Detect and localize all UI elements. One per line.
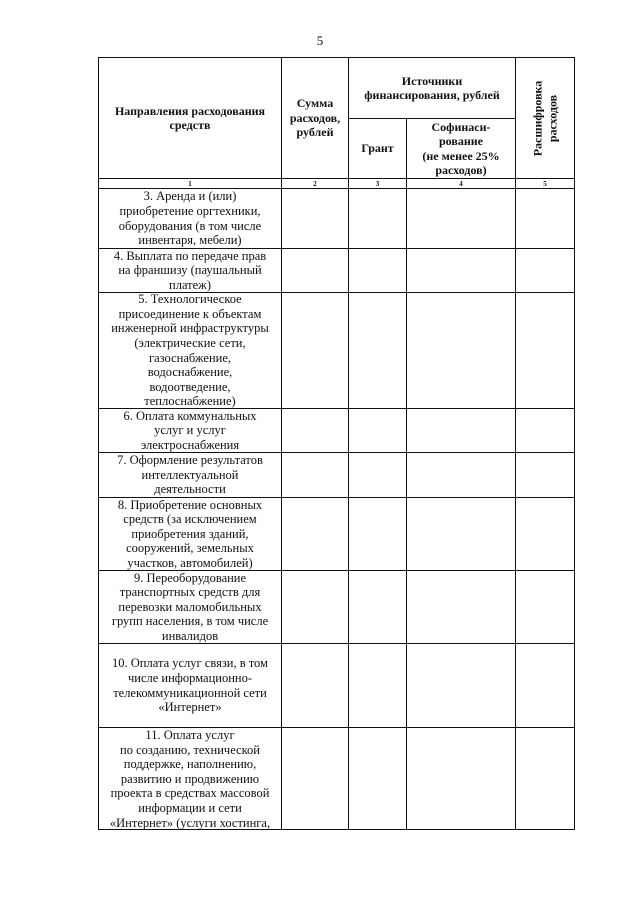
header-sum: Сумма расходов, рублей — [289, 96, 341, 140]
column-number: 5 — [543, 179, 547, 188]
table-row-label: 5. Технологическое присоединение к объектам инженерной инфраструктуры (электрические сети, газоснабжение, водоснабжение, водоотведение, теплоснабжение) — [111, 292, 269, 409]
table-row-label: 11. Оплата услуг по созданию, технической поддержке, наполнению, развитию и продвижению проекта в средствах массовой информации и сети «Интернет» (услуги хостинга, — [109, 728, 271, 830]
header-breakdown: Расшифровка расходов — [530, 80, 559, 156]
table-row-label: 10. Оплата услуг связи, в том числе информационно- телекоммуникационной сети «Интернет» — [112, 656, 268, 715]
column-number: 3 — [375, 179, 380, 188]
table-row-label: 6. Оплата коммунальных услуг и услуг электроснабжения — [123, 408, 257, 452]
table-row-label: 8. Приобретение основных средств (за исключением приобретения зданий, сооружений, земельных участков, автомобилей) — [117, 497, 263, 570]
header-funding-sources: Источники финансирования, рублей — [364, 73, 500, 102]
table-row-label: 3. Аренда и (или) приобретение оргтехники, оборудования (в том числе инвентаря, мебели) — [118, 189, 262, 248]
table-row-label: 4. Выплата по передаче прав на франшизу (паушальный платеж) — [113, 248, 267, 292]
header-direction: Направления расходования средств — [114, 103, 266, 132]
table-row-label: 7. Оформление результатов интеллектуальной деятельности — [117, 453, 263, 497]
column-number: 2 — [313, 179, 317, 188]
table-row-label: 9. Переоборудование транспортных средств для перевозки маломобильных групп населения, в том числе инвалидов — [111, 570, 269, 643]
header-grant: Грант — [361, 141, 394, 156]
page-number: 5 — [316, 33, 324, 48]
column-number: 4 — [459, 179, 463, 188]
header-cofinancing: Софинаси- рование (не менее 25% расходов) — [422, 119, 500, 177]
column-number: 1 — [188, 179, 192, 188]
